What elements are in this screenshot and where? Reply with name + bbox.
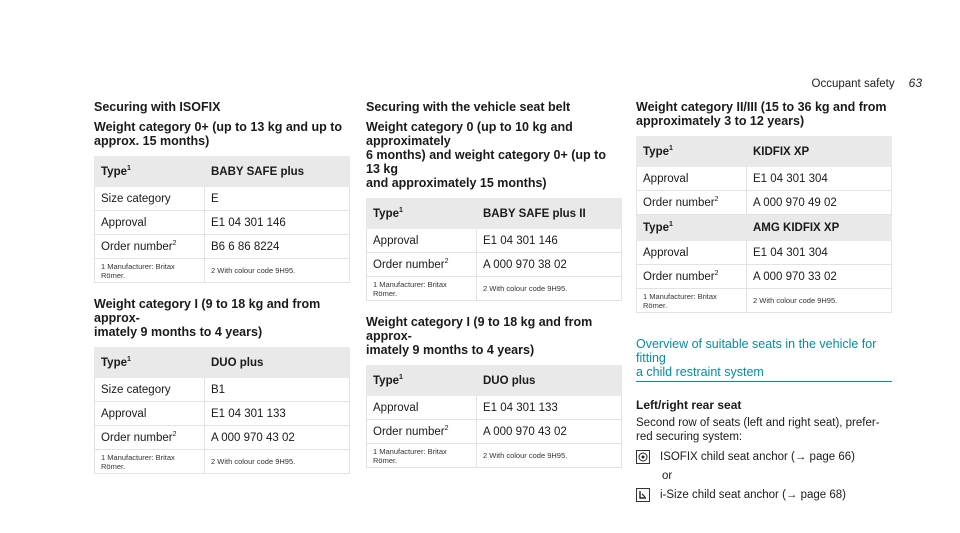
row-label-cell	[637, 191, 747, 215]
row-value: E1 04 301 133	[205, 402, 350, 426]
row-label: Approval	[367, 396, 477, 420]
footnote-1: 1 Manufacturer: Britax Römer.	[95, 450, 205, 474]
row-label: Order number	[373, 258, 445, 271]
subtitle-line: Weight category 0 (up to 10 kg and approximately	[366, 120, 573, 148]
table-row	[637, 167, 892, 191]
para-line: Second row of seats (left and right seat), prefer-	[636, 417, 880, 429]
row-label-cell	[367, 253, 477, 277]
footnote-ref: 2	[444, 257, 449, 265]
type-value: DUO plus	[477, 366, 622, 396]
table-row	[367, 420, 622, 444]
or-text: or	[662, 470, 673, 482]
isize-seat-icon	[636, 488, 650, 502]
type-label: Type	[373, 207, 399, 220]
type-label: Type	[101, 165, 127, 178]
isize-text[interactable]: i-Size child seat anchor (→ page 68)	[660, 489, 847, 501]
footnote-2: 2 With colour code 9H95.	[747, 289, 892, 313]
row-value: E1 04 301 304	[747, 167, 892, 191]
rear-seat-title: Left/right rear seat	[636, 398, 742, 412]
rear-seat-description	[636, 416, 892, 444]
isofix-anchor-item	[636, 450, 892, 464]
row-label: Order number	[373, 425, 445, 438]
table-header-row	[367, 199, 622, 229]
table-header-row	[95, 157, 350, 187]
type-value: BABY SAFE plus II	[477, 199, 622, 229]
row-value: A 000 970 33 02	[747, 265, 892, 289]
table-row	[95, 211, 350, 235]
weight-category-title	[636, 100, 892, 128]
column-2	[366, 100, 622, 482]
type-label-cell	[637, 137, 747, 167]
footnote-ref: 2	[714, 195, 719, 203]
isofix-icon	[636, 450, 650, 464]
row-label: Order number	[101, 240, 173, 253]
row-label: Approval	[95, 211, 205, 235]
row-value: A 000 970 38 02	[477, 253, 622, 277]
type-value: BABY SAFE plus	[205, 157, 350, 187]
weight-category-title	[94, 120, 350, 148]
subtitle-line: 6 months) and weight category 0+ (up to 13 kg	[366, 148, 606, 176]
footnote-ref: 2	[172, 430, 177, 438]
footnote-row	[367, 277, 622, 301]
footnote-1: 1 Manufacturer: Britax Römer.	[367, 277, 477, 301]
footnote-ref: 2	[444, 424, 449, 432]
footnote-ref: 2	[172, 239, 177, 247]
row-value: E1 04 301 146	[205, 211, 350, 235]
table-row	[95, 187, 350, 211]
type-label-cell	[95, 157, 205, 187]
table-row	[367, 229, 622, 253]
type-label: Type	[643, 145, 669, 158]
subtitle-line: approx. 15 months)	[94, 134, 210, 148]
footnote-1: 1 Manufacturer: Britax Römer.	[637, 289, 747, 313]
footnote-ref: 1	[399, 373, 403, 381]
table-row	[637, 191, 892, 215]
running-header	[812, 76, 922, 90]
row-label: Approval	[637, 167, 747, 191]
footnote-1: 1 Manufacturer: Britax Römer.	[367, 444, 477, 468]
type-label: Type	[373, 374, 399, 387]
type-label-cell	[367, 366, 477, 396]
type-value: AMG KIDFIX XP	[747, 215, 892, 241]
row-label: Order number	[101, 431, 173, 444]
row-value: A 000 970 43 02	[477, 420, 622, 444]
subtitle-line: and approximately 15 months)	[366, 176, 547, 190]
table-row	[95, 235, 350, 259]
footnote-2: 2 With colour code 9H95.	[477, 277, 622, 301]
row-value: E1 04 301 146	[477, 229, 622, 253]
row-value: A 000 970 43 02	[205, 426, 350, 450]
row-value: A 000 970 49 02	[747, 191, 892, 215]
table-header-row	[637, 137, 892, 167]
footnote-row	[637, 289, 892, 313]
row-value: E	[205, 187, 350, 211]
spec-table	[94, 156, 350, 283]
footnote-2: 2 With colour code 9H95.	[205, 450, 350, 474]
footnote-row	[95, 259, 350, 283]
type-label: Type	[101, 356, 127, 369]
table-header-row	[367, 366, 622, 396]
type-label: Type	[643, 221, 669, 234]
row-value: E1 04 301 304	[747, 241, 892, 265]
row-label-cell	[367, 420, 477, 444]
table-header-row	[637, 215, 892, 241]
row-label: Order number	[643, 196, 715, 209]
overview-line: Overview of suitable seats in the vehicle for fitting	[636, 337, 877, 365]
row-label: Size category	[95, 187, 205, 211]
table-row	[367, 396, 622, 420]
table-row	[95, 378, 350, 402]
footnote-ref: 2	[714, 269, 719, 277]
weight-category-title	[94, 297, 350, 339]
row-value: B1	[205, 378, 350, 402]
table-row	[95, 402, 350, 426]
subtitle-line: Weight category II/III (15 to 36 kg and from	[636, 100, 887, 114]
row-label-cell	[637, 265, 747, 289]
weight-category-title	[366, 315, 622, 357]
row-label: Approval	[95, 402, 205, 426]
section-title-isofix: Securing with ISOFIX	[94, 100, 221, 114]
type-label-cell	[95, 348, 205, 378]
footnote-2: 2 With colour code 9H95.	[205, 259, 350, 283]
row-label-cell	[95, 235, 205, 259]
subtitle-line: Weight category 0+ (up to 13 kg and up to	[94, 120, 343, 134]
type-label-cell	[637, 215, 747, 241]
column-3	[636, 100, 892, 502]
row-label: Size category	[95, 378, 205, 402]
subtitle-line: Weight category I (9 to 18 kg and from approx-	[94, 297, 321, 325]
row-value: B6 6 86 8224	[205, 235, 350, 259]
row-label: Approval	[367, 229, 477, 253]
footnote-ref: 1	[669, 220, 673, 228]
footnote-ref: 1	[127, 164, 131, 172]
type-value: KIDFIX XP	[747, 137, 892, 167]
section-title-seat-belt: Securing with the vehicle seat belt	[366, 100, 571, 114]
row-value: E1 04 301 133	[477, 396, 622, 420]
isize-anchor-item	[636, 488, 892, 502]
footnote-ref: 1	[399, 206, 403, 214]
column-1	[94, 100, 350, 488]
page-number: 63	[908, 76, 922, 90]
spec-table	[636, 136, 892, 313]
spec-table	[366, 198, 622, 301]
subtitle-line: imately 9 months to 4 years)	[366, 343, 535, 357]
table-row	[95, 426, 350, 450]
footnote-ref: 1	[669, 144, 673, 152]
footnote-2: 2 With colour code 9H95.	[477, 444, 622, 468]
footnote-ref: 1	[127, 355, 131, 363]
subtitle-line: Weight category I (9 to 18 kg and from approx-	[366, 315, 593, 343]
footnote-row	[95, 450, 350, 474]
footnote-1: 1 Manufacturer: Britax Römer.	[95, 259, 205, 283]
table-row	[637, 265, 892, 289]
table-header-row	[95, 348, 350, 378]
section-name: Occupant safety	[811, 78, 895, 90]
type-value: DUO plus	[205, 348, 350, 378]
weight-category-title	[366, 120, 622, 190]
spec-table	[94, 347, 350, 474]
table-row	[637, 241, 892, 265]
subtitle-line: approximately 3 to 12 years)	[636, 114, 805, 128]
type-label-cell	[367, 199, 477, 229]
para-line: red securing system:	[636, 431, 743, 443]
row-label-cell	[95, 426, 205, 450]
table-row	[367, 253, 622, 277]
overview-line: a child restraint system	[636, 365, 764, 379]
row-label: Order number	[643, 270, 715, 283]
subtitle-line: imately 9 months to 4 years)	[94, 325, 263, 339]
row-label: Approval	[637, 241, 747, 265]
footnote-row	[367, 444, 622, 468]
isofix-text[interactable]: ISOFIX child seat anchor (→ page 66)	[660, 451, 855, 463]
spec-table	[366, 365, 622, 468]
overview-heading	[636, 337, 892, 382]
